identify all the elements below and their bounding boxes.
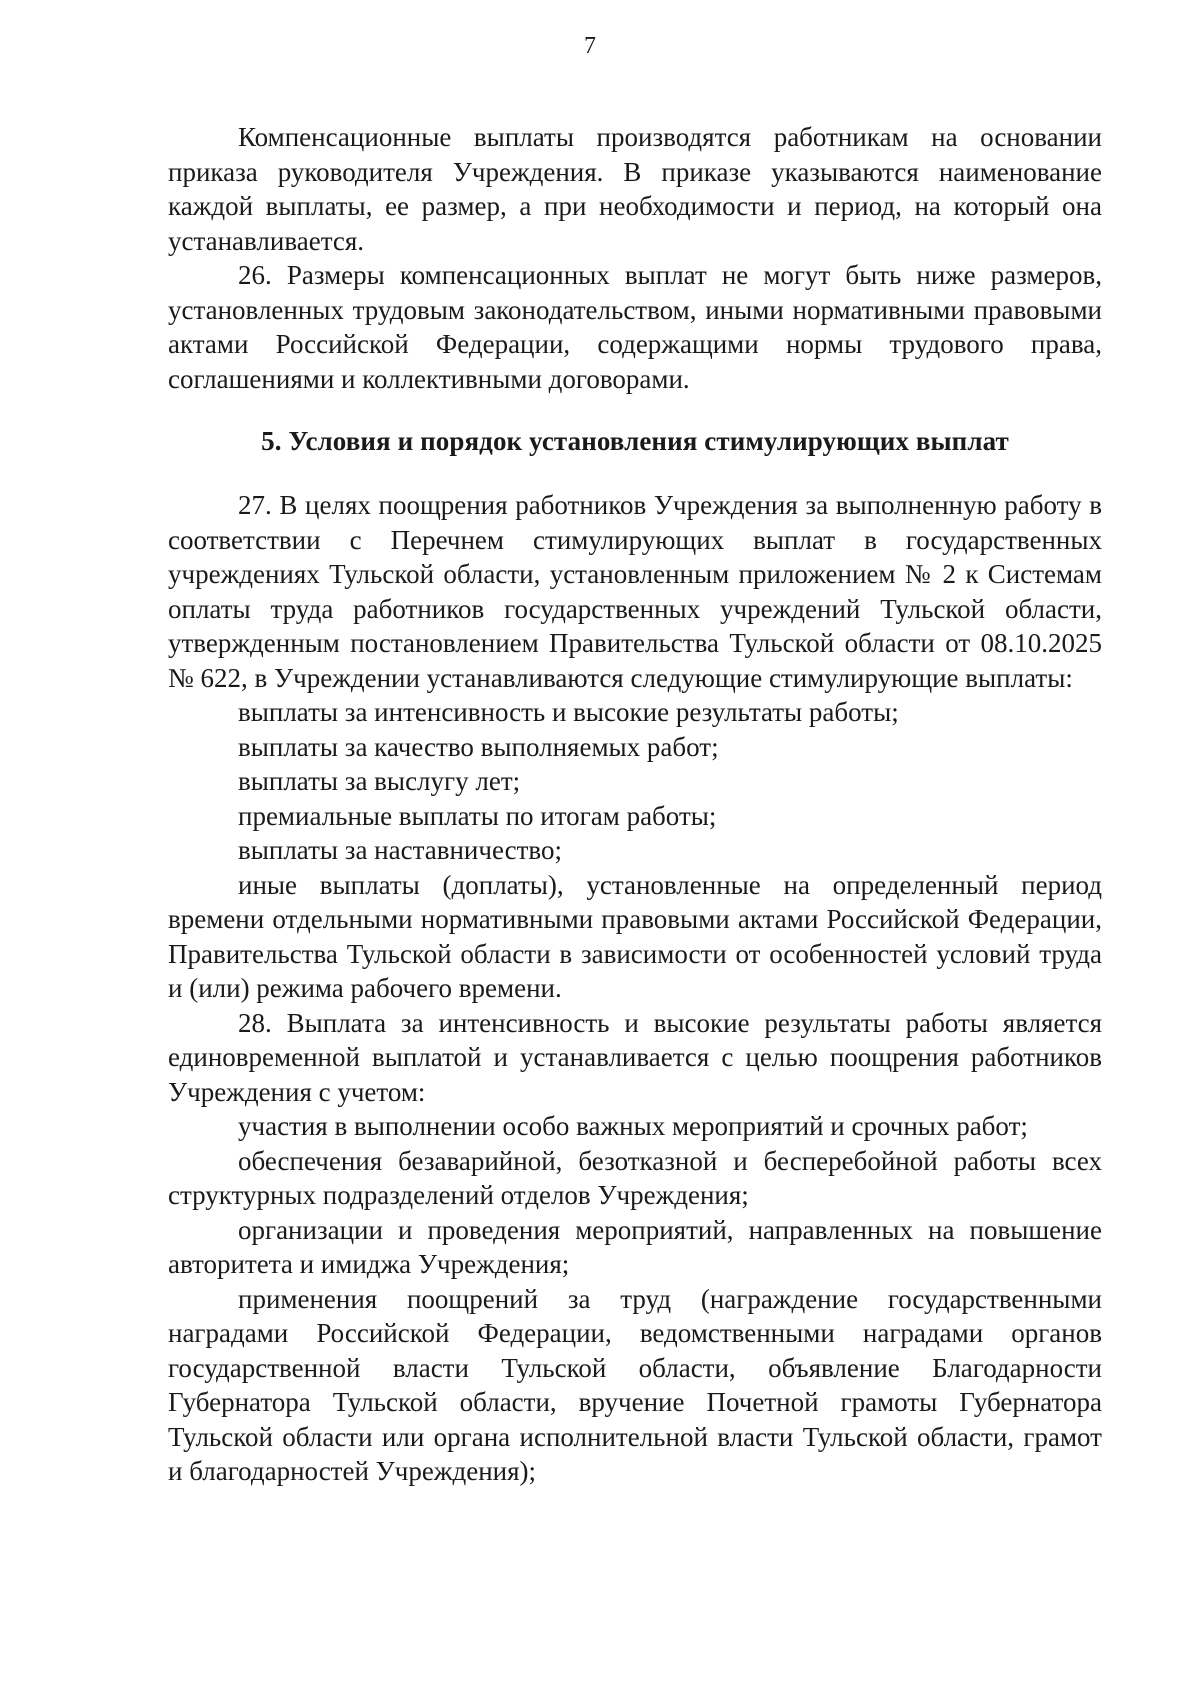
paragraph-compensation-payments: Компенсационные выплаты производятся работникам на основании приказа руководителя Учреждения. В приказе указываются наименование каждой выплаты, ее размер, а при необходимости и период, на который она устанавливается. (168, 122, 1102, 256)
list-item: выплаты за интенсивность и высокие результаты работы; (238, 697, 899, 727)
list-item: выплаты за качество выполняемых работ; (238, 731, 719, 762)
list-item: обеспечения безаварийной, безотказной и бесперебойной работы всех структурных подразделений отделов Учреждения; (168, 1145, 1102, 1210)
section-heading-5: 5. Условия и порядок установления стимулирующих выплат (261, 426, 1009, 456)
paragraph-26: 26. Размеры компенсационных выплат не могут быть ниже размеров, установленных трудовым законодательством, иными нормативными правовыми актами Российской Федерации, содержащими нормы трудового права, соглашениями и коллективными договорами. (168, 260, 1102, 394)
list-item: выплаты за наставничество; (238, 835, 562, 865)
list-item: применения поощрений за труд (награждение государственными наградами Российской Федерации, ведомственными наградами органов государственной власти Тульской области, объявление Благодарности Губернатора Тульской области, вручение Почетной грамоты Губернатора Тульской области или органа исполнительной власти Тульской области, грамот и благодарностей Учреждения); (168, 1283, 1102, 1486)
list-item: выплаты за выслугу лет; (238, 766, 521, 796)
list-item: премиальные выплаты по итогам работы; (238, 800, 717, 831)
list-item: иные выплаты (доплаты), установленные на определенный период времени отдельными нормативными правовыми актами Российской Федерации, Правительства Тульской области в зависимости от особенностей условий труда и (или) режима рабочего времени. (168, 869, 1102, 1003)
paragraph-28: 28. Выплата за интенсивность и высокие результаты работы является единовременной выплатой и устанавливается с целью поощрения работников Учреждения с учетом: (168, 1007, 1102, 1107)
document-body (168, 120, 1102, 1489)
list-item: организации и проведения мероприятий, направленных на повышение авторитета и имиджа Учреждения; (168, 1214, 1102, 1279)
list-item: участия в выполнении особо важных мероприятий и срочных работ; (238, 1111, 1028, 1141)
paragraph-27: 27. В целях поощрения работников Учреждения за выполненную работу в соответствии с Перечнем стимулирующих выплат в государственных учреждениях Тульской области, установленным приложением № 2 к Системам оплаты труда работников государственных учреждений Тульской области, утвержденным постановлением Правительства Тульской области от 08.10.2025 № 622, в Учреждении устанавливаются следующие стимулирующие выплаты: (168, 490, 1102, 693)
page-number: 7 (584, 33, 596, 59)
